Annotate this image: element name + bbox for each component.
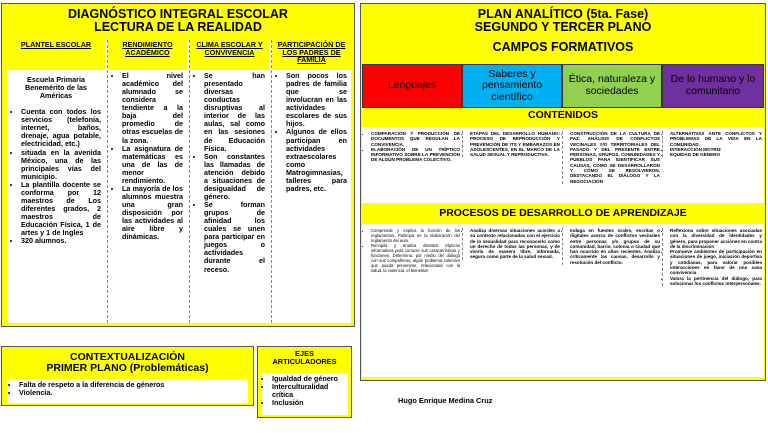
column-body (108, 70, 187, 243)
procesos-row (362, 224, 764, 377)
contextualizacion-panel (1, 346, 254, 406)
campos-row (362, 64, 764, 108)
proceso-etica (562, 228, 660, 265)
list-item: • ETAPAS DEL DESARROLLO HUMANO: PROCESO DE REPRODUCCIÓN Y PREVENCIÓN DE ITS Y EMBARAZOS EN ADOLESCENTES, EN EL MARCO DE LA SALUD SEXUAL Y REPRODUCTIVA. (470, 131, 560, 157)
list-item: • Inclusión (272, 399, 348, 407)
list-item: • ALTERNATIVAS ANTE CONFLICTOS Y PROBLEMAS DE LA VIDA EN LA COMUNIDAD. (670, 131, 762, 147)
campo-saberes: Saberes y pensamiento científico (462, 64, 562, 108)
list-item: • Recopila y analiza distintos trípticos informativos para conocer sus características y funciones. Determina, por medio del diálogo con sus compañeros, algún problema colectivo que pueda prevenirse, relacionado con la salud, la violencia, el bienestar (371, 243, 460, 273)
diagnostico-title: DIAGNÓSTICO INTEGRAL ESCOLAR LECTURA DE LA REALIDAD (68, 7, 288, 35)
list-item: • CONSTRUCCIÓN DE LA CULTURA DE PAZ: ANÁLISIS DE CONFLICTOS VECINALES Y/O TERRITORIALES DEL PASADO Y DEL PRESENTE ENTRE PERSONAS, GRUPOS, COMUNIDADES Y PUEBLOS PARA IDENTIFICAR SUS CAUSAS, CÓMO SE DESARROLLARON Y CÓMO SE RESOLVIERON. DESTACANDO EL DIÁLOGO Y LA NEGOCIACIÓN (570, 131, 660, 184)
contenidos-title: CONTENIDOS (527, 109, 598, 121)
rendimiento-list (112, 72, 183, 241)
column-header: RENDIMIENTO ACADÉMICO (108, 40, 187, 70)
procesos-title: PROCESOS DE DESARROLLO DE APRENDIZAJE (439, 207, 687, 219)
list-item: • La asignatura de matemáticas es una de las de menor rendimiento. (122, 145, 183, 185)
contenido-saberes (462, 131, 560, 157)
clima-list (194, 72, 265, 274)
list-item: • 320 alumnos. (21, 237, 101, 245)
campos-title: CAMPOS FORMATIVOS (492, 40, 634, 54)
plantel-list (11, 108, 101, 245)
list-item: • Se han presentado diversas conductas disruptivas al interior de las aulas, sal como en las sesiones de Educación Física. (204, 72, 265, 153)
list-item: • INTERACCIÓN MOTRIZ (670, 147, 762, 152)
contextualizacion-body (7, 379, 248, 403)
list-item: • Se forman grupos de afinidad los cuales se unen para participar en juegos o actividades durante el receso. (204, 201, 265, 274)
list-item: • La plantilla docente se conforma por 12 maestros de Los diferentes grados, 2 maestros de Educación Física, 1 de artes y 1 de Ingles (21, 181, 101, 237)
ejes-title: EJES ARTICULADORES (272, 349, 337, 366)
list-item: • Analiza diversas situaciones acordes a su contexto relacionadas con el ejercicio de la sexualidad para reconocerlo como un derecho de todas las personas, y de vivirla de manera libre, informada, segura como parte de la salud sexual. (470, 228, 560, 260)
proceso-saberes (462, 228, 560, 260)
list-item: • EQUIDAD DE GÉNERO (670, 152, 762, 157)
author-name: Hugo Enrique Medina Cruz (398, 396, 493, 405)
list-item: • Igualdad de género (272, 375, 348, 383)
list-item: • situada en la avenida México, una de las principales vías del municipio. (21, 149, 101, 181)
column-body (190, 70, 269, 276)
plan-title: PLAN ANALÍTICO (5ta. Fase) SEGUNDO Y TERCER PLANO (474, 7, 652, 35)
column-header: PLANTEL ESCOLAR (7, 40, 105, 70)
contextualizacion-title: CONTEXTUALIZACIÓN PRIMER PLANO (Problemáticas) (46, 351, 209, 375)
column-body (272, 70, 351, 195)
list-item: • Son pocos los padres de familia que se involucran en las actividades escolares de sus hijos. (286, 72, 347, 128)
list-item: • Reflexiona sobre situaciones asociadas con la diversidad de identidades y género, para proponer acciones en contra de la discriminación (670, 228, 762, 249)
list-item: • Comprende y explica la función de los reglamentos. Participa en la elaboración del reglamento del aula. (371, 228, 460, 243)
ejes-list (262, 375, 348, 407)
list-item: • La mayoría de los alumnos muestra una gran disposición por las actividades al aire libre y dinámicas. (122, 185, 183, 241)
list-item: • ELABORACIÓN DE UN TRÍPTICO INFORMATIVO SOBRE LA PREVENCIÓN DE ALGÚN PROBLEMA COLECTIVO. (371, 147, 460, 163)
participacion-list (276, 72, 347, 193)
column-clima (189, 40, 269, 323)
column-plantel (7, 40, 105, 323)
plantel-intro: Escuela Primaria Benemérito de las Américas (25, 75, 87, 101)
list-item: • COMPARACIÓN Y PRODUCCIÓN DE DOCUMENTOS QUE REGULAN LA CONVIVENCIA. (371, 131, 460, 147)
contenido-etica (562, 131, 660, 184)
list-item: • Violencia. (19, 389, 248, 397)
column-header: CLIMA ESCOLAR Y CONVIVENCIA (190, 40, 269, 70)
list-item: • Promueve ambientes de participación en situaciones de juego, iniciación deportiva y cotidianas, para valorar posibles interacciones en favor de una sana convivencia (670, 249, 762, 275)
list-item: • Cuenta con todos los servicios (telefonía, internet, baños, drenaje, agua potable, electricidad, etc.) (21, 108, 101, 148)
proceso-lenguajes (364, 228, 460, 273)
campo-lenguajes: Lenguajes (362, 64, 462, 108)
proceso-humano (662, 228, 762, 286)
list-item: • Algunos de ellos participan en actividades extraescolares como Matrogimnasias, talleres para padres, etc. (286, 128, 347, 193)
list-item: • El nivel académico del alumnado se considera tendiente a la baja del promedio de otras escuelas de la zona. (122, 72, 183, 145)
list-item: • Valora la pertinencia del diálogo, para solucionar los conflictos interpersonales. (670, 276, 762, 287)
contenido-humano (662, 131, 762, 157)
list-item: • Falta de respeto a la diferencia de géneros (19, 381, 248, 389)
list-item: • Indaga en fuentes orales, escritas o digitales acerca de conflictos vecinales entre personas y/o grupos de su comunidad, barrio, colonia o ciudad que han ocurrido en años recientes. Analiza críticamente las causas, desarrollo y resolución del conflicto. (570, 228, 660, 265)
campo-etica: Ética, naturaleza y sociedades (562, 64, 662, 108)
contenido-lenguajes (364, 131, 460, 163)
column-body (7, 70, 105, 247)
column-participacion (271, 40, 351, 323)
campo-humano: De lo humano y lo comunitario (662, 64, 764, 108)
column-header: PARTICIPACIÓN DE LOS PADRES DE FAMILIA (272, 40, 351, 70)
diagnostico-columns (7, 40, 351, 323)
problematicas-list (7, 381, 248, 398)
list-item: • Interculturalidad crítica (272, 383, 348, 399)
list-item: • Son constantes las llamadas de atención debido a situaciones de desigualdad de género. (204, 153, 265, 201)
ejes-body (262, 373, 348, 415)
ejes-panel (257, 346, 352, 418)
column-rendimiento (107, 40, 187, 323)
contenidos-row (362, 127, 764, 203)
